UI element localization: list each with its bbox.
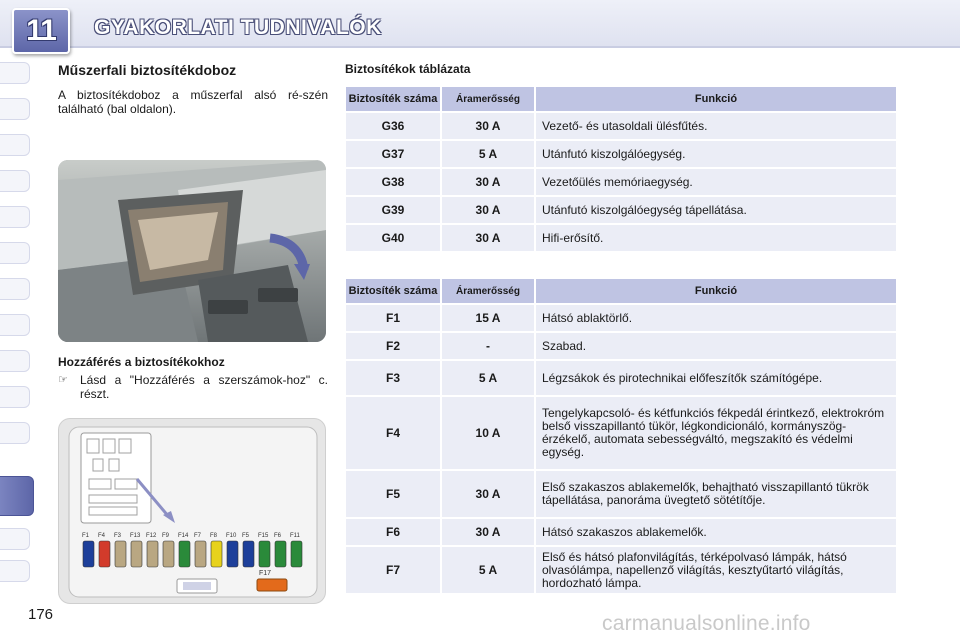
fuse-amp: 5 A bbox=[442, 547, 534, 593]
side-tab[interactable] bbox=[0, 134, 30, 156]
fuse-label: F1 bbox=[82, 533, 90, 539]
chapter-badge bbox=[12, 8, 70, 54]
side-tab[interactable] bbox=[0, 278, 30, 300]
fuse bbox=[115, 541, 126, 567]
fuse-box-diagram bbox=[58, 418, 326, 604]
fuse bbox=[83, 541, 94, 567]
fuse-function: Vezetőülés memóriaegység. bbox=[536, 169, 896, 195]
header-function: Funkció bbox=[536, 279, 896, 303]
spare-fuse-label: F17 bbox=[259, 570, 272, 577]
fuse-amp: 30 A bbox=[442, 197, 534, 223]
fuse bbox=[131, 541, 142, 567]
header-amperage: Áramerősség bbox=[442, 279, 534, 303]
side-tab[interactable] bbox=[0, 98, 30, 120]
access-section bbox=[58, 355, 328, 401]
pointing-hand-icon: ☞ bbox=[58, 374, 68, 386]
fuse-label: F11 bbox=[290, 533, 300, 539]
side-tab[interactable] bbox=[0, 350, 30, 372]
table-row bbox=[346, 471, 896, 517]
fuse-function: Vezető- és utasoldali ülésfűtés. bbox=[536, 113, 896, 139]
fuse-function: Hátsó ablaktörlő. bbox=[536, 305, 896, 331]
fuse bbox=[259, 541, 270, 567]
fuse-function: Tengelykapcsoló- és kétfunkciós fékpedál érintkező, elektrokróm belső visszapillantó tükör, légkondicionáló, kormányszög-érzékelő, automata sebességváltó, megszakító és védelmi egység. bbox=[536, 397, 896, 469]
side-tab[interactable] bbox=[0, 170, 30, 192]
fuse bbox=[195, 541, 206, 567]
fuse-table-2 bbox=[344, 277, 898, 595]
header-amperage: Áramerősség bbox=[442, 87, 534, 111]
fuse-amp: 30 A bbox=[442, 169, 534, 195]
page-title: GYAKORLATI TUDNIVALÓK bbox=[94, 16, 382, 39]
side-tab[interactable] bbox=[0, 422, 30, 444]
fuse-amp: 30 A bbox=[442, 519, 534, 545]
fuse-id: G37 bbox=[346, 141, 440, 167]
section-title: Műszerfali biztosítékdoboz bbox=[58, 62, 237, 78]
fuse-label: F6 bbox=[274, 533, 282, 539]
fuse-amp: 15 A bbox=[442, 305, 534, 331]
table-row bbox=[346, 197, 896, 223]
chapter-side-tabs bbox=[0, 62, 32, 582]
fuse-function: Utánfutó kiszolgálóegység tápellátása. bbox=[536, 197, 896, 223]
fuse-label: F3 bbox=[114, 533, 122, 539]
fuse-function: Első szakaszos ablakemelők, behajtható visszapillantó tükrök tápellátása, panoráma üvegtető sötétítője. bbox=[536, 471, 896, 517]
header-function: Funkció bbox=[536, 87, 896, 111]
fuse-function: Hifi-erősítő. bbox=[536, 225, 896, 251]
side-tab[interactable] bbox=[0, 528, 30, 550]
side-tab[interactable] bbox=[0, 242, 30, 264]
fuse-id: G38 bbox=[346, 169, 440, 195]
table-row bbox=[346, 113, 896, 139]
fuse-label: F15 bbox=[258, 533, 269, 539]
fuse-id: F5 bbox=[346, 471, 440, 517]
fuse bbox=[179, 541, 190, 567]
fuse-label: F10 bbox=[226, 533, 237, 539]
fuse bbox=[211, 541, 222, 567]
fuse-label: F4 bbox=[98, 533, 106, 539]
table-header-row bbox=[346, 279, 896, 303]
table-row bbox=[346, 397, 896, 469]
fuse bbox=[163, 541, 174, 567]
fuse-label: F7 bbox=[194, 533, 202, 539]
fuse-amp: - bbox=[442, 333, 534, 359]
table-row bbox=[346, 519, 896, 545]
watermark: carmanualsonline.info bbox=[602, 612, 811, 635]
fuse bbox=[147, 541, 158, 567]
fuse-table-1 bbox=[344, 85, 898, 253]
fuse-amp: 30 A bbox=[442, 225, 534, 251]
fuse-amp: 30 A bbox=[442, 471, 534, 517]
fuse bbox=[99, 541, 110, 567]
fuse-label: F8 bbox=[210, 533, 218, 539]
fuse-function: Hátsó szakaszos ablakemelők. bbox=[536, 519, 896, 545]
fuse-function: Légzsákok és pirotechnikai előfeszítők számítógépe. bbox=[536, 361, 896, 395]
fuse-label: F5 bbox=[242, 533, 250, 539]
fuse-id: F2 bbox=[346, 333, 440, 359]
table-row bbox=[346, 141, 896, 167]
side-tab[interactable] bbox=[0, 62, 30, 84]
fuse-function: Szabad. bbox=[536, 333, 896, 359]
access-title: Hozzáférés a biztosítékokhoz bbox=[58, 355, 225, 369]
fuse-id: F6 bbox=[346, 519, 440, 545]
table-row bbox=[346, 305, 896, 331]
fuse-amp: 30 A bbox=[442, 113, 534, 139]
spare-fuse bbox=[257, 579, 287, 591]
fuse-id: G40 bbox=[346, 225, 440, 251]
fuse-id: G36 bbox=[346, 113, 440, 139]
fuse bbox=[275, 541, 286, 567]
intro-paragraph: A biztosítékdoboz a műszerfal alsó ré-szén található (bal oldalon). bbox=[58, 88, 328, 116]
fuse-label: F14 bbox=[178, 533, 189, 539]
table-header-row bbox=[346, 87, 896, 111]
access-text: Lásd a "Hozzáférés a szerszámok-hoz" c. részt. bbox=[80, 373, 328, 401]
fuse-id: F4 bbox=[346, 397, 440, 469]
header-number: Biztosíték száma bbox=[346, 87, 440, 111]
fuse-label: F9 bbox=[162, 533, 170, 539]
access-bullet bbox=[58, 373, 328, 401]
fuse-id: F3 bbox=[346, 361, 440, 395]
left-column bbox=[58, 62, 328, 116]
fuse-id: G39 bbox=[346, 197, 440, 223]
fuse-table-title: Biztosítékok táblázata bbox=[345, 62, 471, 76]
fuse-amp: 10 A bbox=[442, 397, 534, 469]
chapter-number: 11 bbox=[26, 14, 56, 47]
fuse-id: F1 bbox=[346, 305, 440, 331]
dashboard-photo bbox=[58, 160, 326, 342]
side-tab[interactable] bbox=[0, 560, 30, 582]
fuse-function: Utánfutó kiszolgálóegység. bbox=[536, 141, 896, 167]
table-row bbox=[346, 547, 896, 593]
table-row bbox=[346, 225, 896, 251]
page-number: 176 bbox=[28, 606, 54, 623]
side-tab-active[interactable] bbox=[0, 476, 34, 516]
fuse-id: F7 bbox=[346, 547, 440, 593]
header-number: Biztosíték száma bbox=[346, 279, 440, 303]
fuse bbox=[291, 541, 302, 567]
table-row bbox=[346, 169, 896, 195]
fuse-function: Első és hátsó plafonvilágítás, térképolvasó lámpák, hátsó olvasólámpa, napellenző világítás, kesztyűtartó világítás, hordozható lámpa. bbox=[536, 547, 896, 593]
side-tab[interactable] bbox=[0, 314, 30, 336]
table-row bbox=[346, 361, 896, 395]
side-tab[interactable] bbox=[0, 206, 30, 228]
fuse-amp: 5 A bbox=[442, 361, 534, 395]
fuse bbox=[227, 541, 238, 567]
table-row bbox=[346, 333, 896, 359]
fuse bbox=[243, 541, 254, 567]
side-tab[interactable] bbox=[0, 386, 30, 408]
fuse-label: F12 bbox=[146, 533, 157, 539]
fuse-label: F13 bbox=[130, 533, 141, 539]
fuse-amp: 5 A bbox=[442, 141, 534, 167]
